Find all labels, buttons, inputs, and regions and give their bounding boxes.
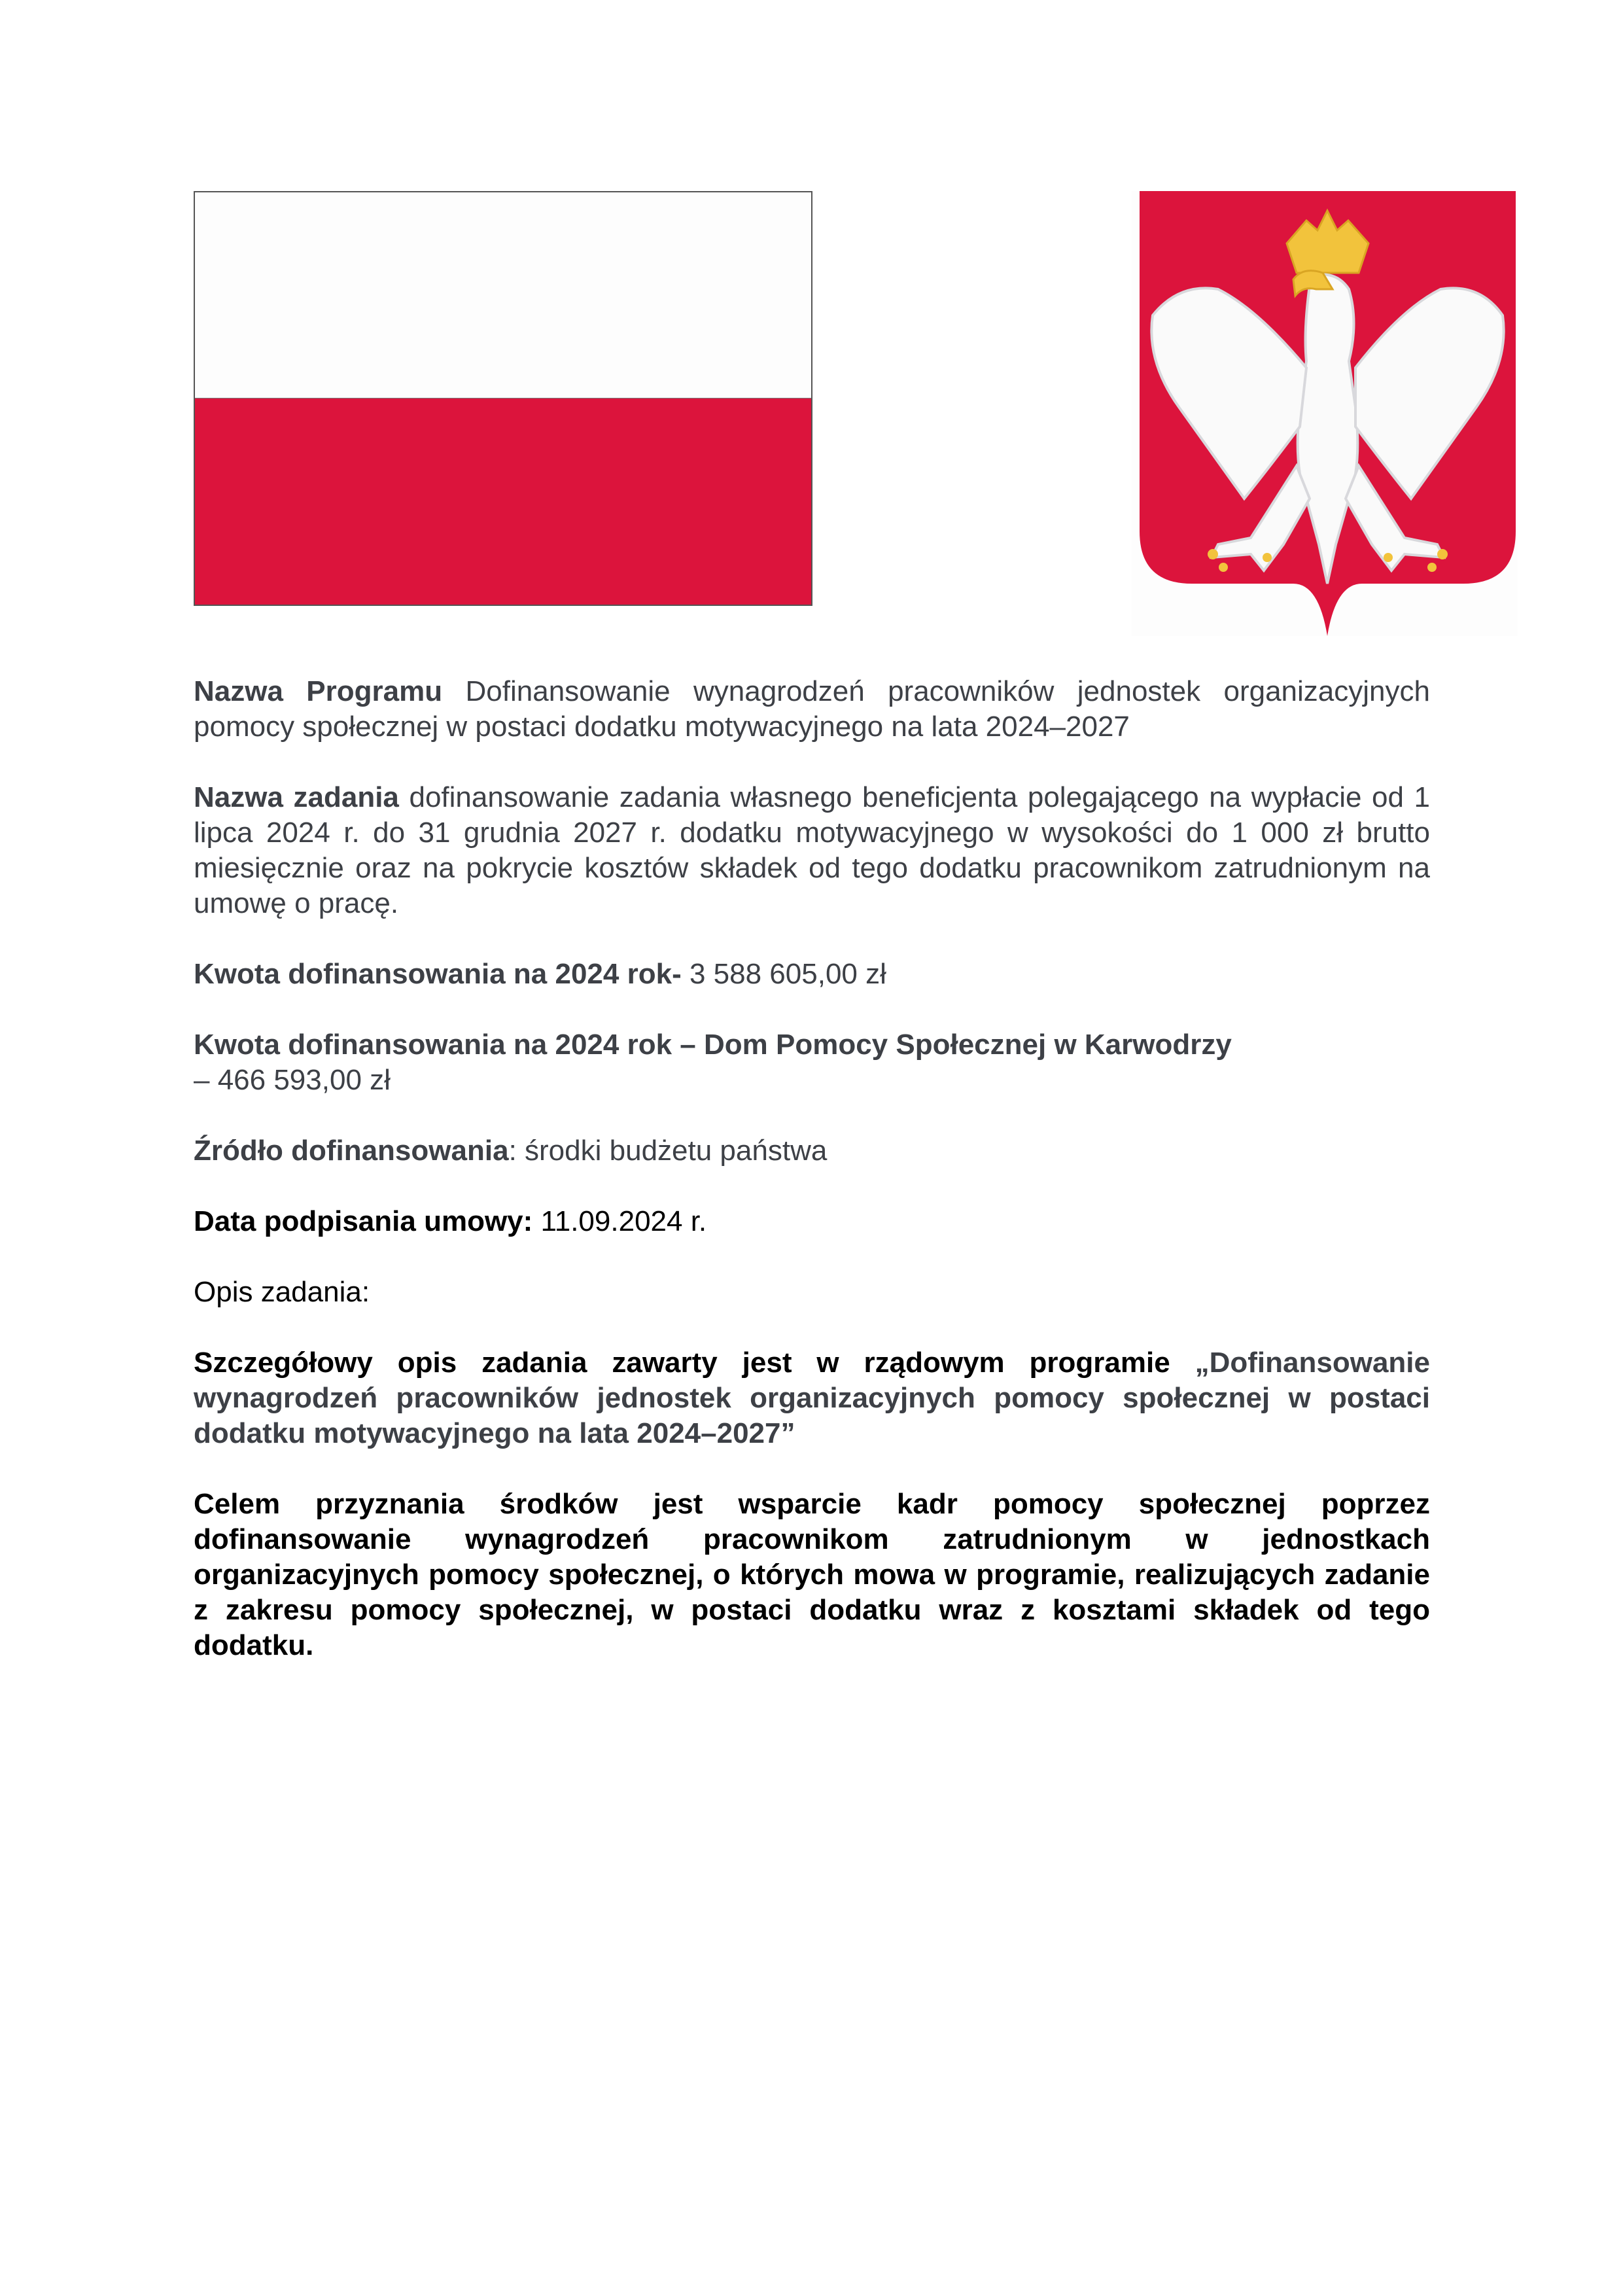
description-detail-paragraph (194, 1345, 1430, 1451)
funding-total-value: 3 588 605,00 zł (689, 958, 886, 990)
funding-dps-paragraph (194, 1027, 1430, 1098)
funding-source-value: środki budżetu państwa (525, 1135, 828, 1167)
description-purpose-paragraph (194, 1487, 1430, 1663)
program-name-paragraph (194, 674, 1430, 745)
description-detail-prefix: Szczegółowy opis zadania zawarty jest w rządowym programie (194, 1347, 1170, 1379)
funding-dps-value: – 466 593,00 zł (194, 1064, 391, 1096)
funding-source-paragraph (194, 1133, 1430, 1169)
description-purpose-text: Celem przyznania środków jest wsparcie kadr pomocy społecznej poprzez dofinansowanie wynagrodzeń pracownikom zatrudnionym w jednostkach organizacyjnych pomocy społecznej, o których mowa w programie, realizujących zadanie z zakresu pomocy społecznej, w postaci dodatku wraz z kosztami składek od tego dodatku. (194, 1488, 1430, 1661)
flag-white-stripe (195, 192, 811, 398)
description-heading: Opis zadania: (194, 1276, 370, 1308)
poland-coat-of-arms-eagle-icon (1140, 191, 1516, 636)
program-name-value: Dofinansowanie wynagrodzeń pracowników jednostek organizacyjnych pomocy społecznej w postaci dodatku motywacyjnego na lata 2024–2027 (194, 675, 1430, 743)
funding-source-separator: : (508, 1135, 517, 1167)
funding-total-label: Kwota dofinansowania na 2024 rok- (194, 958, 682, 990)
funding-dps-label: Kwota dofinansowania na 2024 rok – Dom Pomocy Społecznej w Karwodrzy (194, 1029, 1232, 1061)
funding-total-paragraph (194, 957, 1430, 992)
signing-date-paragraph (194, 1204, 1430, 1239)
description-detail-program: „Dofinansowanie wynagrodzeń pracowników jednostek organizacyjnych pomocy społecznej w postaci dodatku motywacyjnego na lata 2024–2027” (194, 1347, 1430, 1449)
flag-red-stripe (195, 398, 811, 605)
program-name-label: Nazwa Programu (194, 675, 443, 707)
funding-source-label: Źródło dofinansowania (194, 1135, 509, 1167)
task-name-value: dofinansowanie zadania własnego beneficjenta polegającego na wypłacie od 1 lipca 2024 r. do 31 grudnia 2027 r. dodatku motywacyjnego w wysokości do 1 000 zł brutto miesięcznie oraz na pokrycie kosztów składek od tego dodatku pracownikom zatrudnionym na umowę o pracę. (194, 781, 1431, 919)
document-content (194, 674, 1430, 1699)
task-name-label: Nazwa zadania (194, 781, 399, 813)
task-name-paragraph (194, 780, 1430, 921)
signing-date-value: 11.09.2024 r. (540, 1205, 707, 1237)
signing-date-label: Data podpisania umowy: (194, 1205, 533, 1237)
poland-flag-icon (194, 191, 812, 606)
